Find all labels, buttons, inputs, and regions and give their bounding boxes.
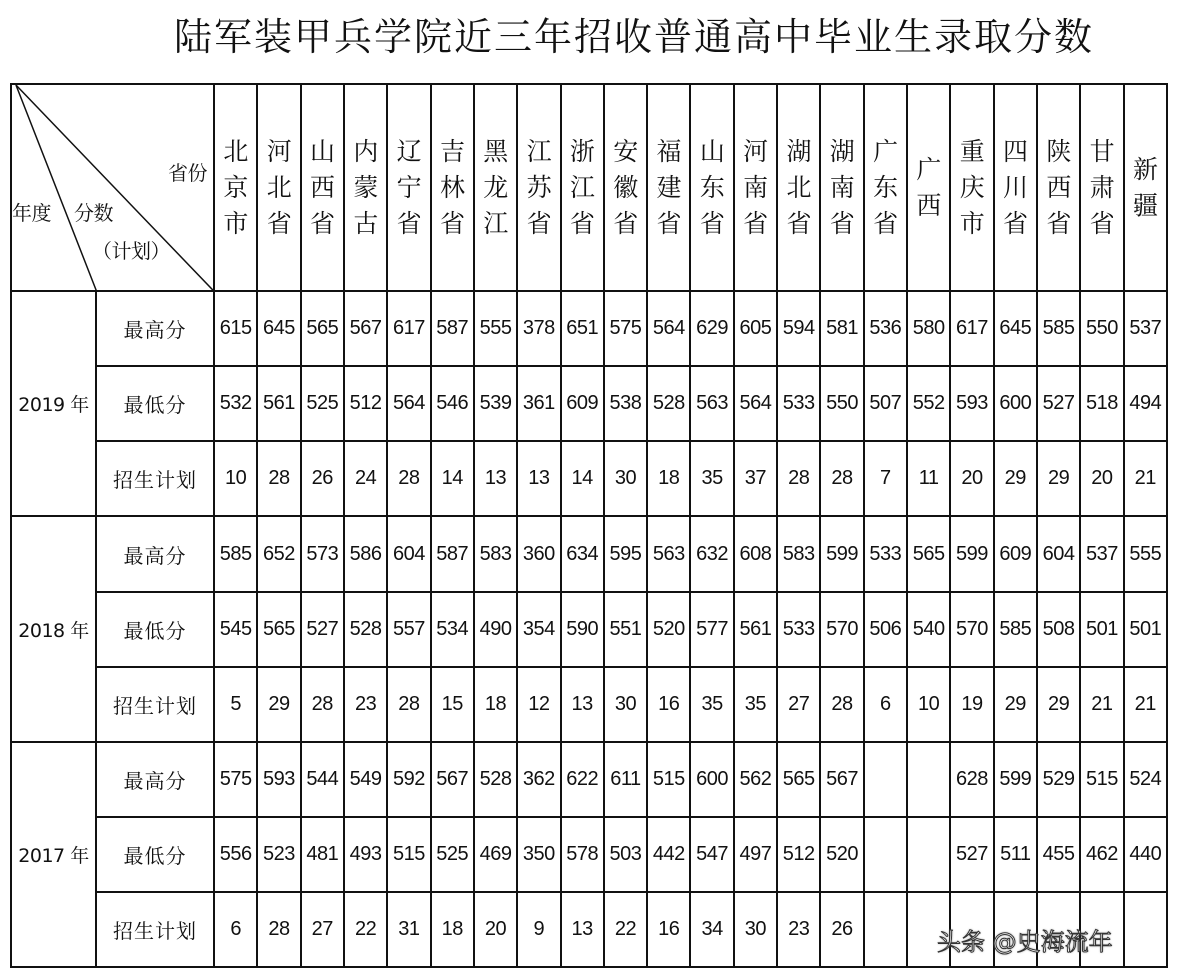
value-cell: 35 (690, 441, 733, 516)
value-cell: 34 (690, 892, 733, 967)
table-row (11, 441, 1167, 516)
row-label: 最高分 (96, 291, 214, 366)
value-cell: 9 (517, 892, 560, 967)
province-header-cell (214, 84, 257, 291)
value-cell: 16 (647, 892, 690, 967)
value-cell: 547 (690, 817, 733, 892)
row-label: 招生计划 (96, 667, 214, 742)
value-cell: 12 (517, 667, 560, 742)
value-cell: 563 (690, 366, 733, 441)
value-cell: 28 (301, 667, 344, 742)
table-row (11, 742, 1167, 817)
province-name: 北京市 (223, 137, 248, 238)
value-cell: 583 (474, 516, 517, 591)
value-cell: 577 (690, 592, 733, 667)
value-cell: 501 (1124, 592, 1167, 667)
province-name: 陕西省 (1046, 137, 1071, 238)
value-cell: 527 (1037, 366, 1080, 441)
province-name: 辽宁省 (396, 137, 422, 238)
value-cell (907, 817, 950, 892)
province-name: 江苏省 (526, 137, 552, 238)
value-cell: 594 (777, 291, 820, 366)
value-cell: 28 (257, 441, 300, 516)
value-cell: 18 (647, 441, 690, 516)
province-header-cell (647, 84, 690, 291)
value-cell: 455 (1037, 817, 1080, 892)
value-cell: 628 (950, 742, 993, 817)
watermark: 头条 @史海流年 (937, 928, 1113, 956)
province-name: 湖北省 (786, 137, 811, 238)
province-name: 河北省 (266, 137, 292, 238)
value-cell: 23 (344, 667, 387, 742)
table-row (11, 366, 1167, 441)
value-cell: 28 (257, 892, 300, 967)
value-cell: 362 (517, 742, 560, 817)
value-cell: 10 (214, 441, 257, 516)
value-cell: 536 (864, 291, 907, 366)
value-cell: 585 (994, 592, 1037, 667)
value-cell: 651 (561, 291, 604, 366)
value-cell: 518 (1080, 366, 1123, 441)
province-name: 广西 (916, 155, 941, 220)
value-cell: 593 (950, 366, 993, 441)
province-header-cell (1124, 84, 1167, 291)
value-cell: 528 (344, 592, 387, 667)
value-cell: 20 (1080, 441, 1123, 516)
province-header-cell (604, 84, 647, 291)
value-cell: 5 (214, 667, 257, 742)
value-cell: 481 (301, 817, 344, 892)
value-cell: 30 (734, 892, 777, 967)
value-cell: 561 (734, 592, 777, 667)
row-label: 最低分 (96, 817, 214, 892)
row-label: 招生计划 (96, 441, 214, 516)
value-cell: 562 (734, 742, 777, 817)
value-cell: 634 (561, 516, 604, 591)
value-cell: 525 (301, 366, 344, 441)
value-cell: 527 (301, 592, 344, 667)
value-cell (1124, 892, 1167, 967)
corner-score-label: 分数 (74, 203, 113, 225)
province-name: 浙江省 (569, 137, 595, 238)
value-cell: 35 (690, 667, 733, 742)
value-cell: 15 (431, 667, 474, 742)
value-cell: 583 (777, 516, 820, 591)
value-cell: 557 (387, 592, 430, 667)
value-cell: 604 (387, 516, 430, 591)
value-cell: 565 (777, 742, 820, 817)
province-name: 重庆市 (959, 137, 985, 238)
value-cell: 361 (517, 366, 560, 441)
value-cell: 37 (734, 441, 777, 516)
value-cell: 506 (864, 592, 907, 667)
value-cell: 605 (734, 291, 777, 366)
value-cell: 503 (604, 817, 647, 892)
value-cell: 546 (431, 366, 474, 441)
value-cell: 629 (690, 291, 733, 366)
value-cell: 13 (561, 892, 604, 967)
value-cell: 21 (1080, 667, 1123, 742)
value-cell: 35 (734, 667, 777, 742)
corner-province-label: 省份 (168, 163, 207, 185)
table-row (11, 516, 1167, 591)
province-header-cell (474, 84, 517, 291)
year-cell: 2019 年 (11, 291, 96, 516)
value-cell: 538 (604, 366, 647, 441)
value-cell: 6 (214, 892, 257, 967)
province-name: 新疆 (1133, 155, 1158, 220)
value-cell: 545 (214, 592, 257, 667)
province-header-cell (561, 84, 604, 291)
province-name: 吉林省 (439, 137, 465, 238)
value-cell: 494 (1124, 366, 1167, 441)
province-header-cell (864, 84, 907, 291)
corner-header-cell (11, 84, 214, 291)
value-cell: 24 (344, 441, 387, 516)
value-cell: 10 (907, 667, 950, 742)
province-name: 山东省 (699, 137, 725, 238)
value-cell: 28 (387, 667, 430, 742)
value-cell: 19 (950, 667, 993, 742)
value-cell: 539 (474, 366, 517, 441)
province-header-cell (690, 84, 733, 291)
table-row (11, 291, 1167, 366)
value-cell: 534 (431, 592, 474, 667)
value-cell: 18 (474, 667, 517, 742)
value-cell: 617 (950, 291, 993, 366)
province-name: 山西省 (310, 137, 335, 238)
value-cell: 611 (604, 742, 647, 817)
value-cell: 378 (517, 291, 560, 366)
value-cell: 22 (604, 892, 647, 967)
value-cell: 529 (1037, 742, 1080, 817)
value-cell: 593 (257, 742, 300, 817)
province-name: 广东省 (873, 137, 898, 238)
value-cell: 525 (431, 817, 474, 892)
value-cell: 587 (431, 291, 474, 366)
value-cell: 564 (647, 291, 690, 366)
value-cell: 565 (301, 291, 344, 366)
value-cell (864, 742, 907, 817)
value-cell: 442 (647, 817, 690, 892)
value-cell: 26 (820, 892, 863, 967)
province-name: 湖南省 (829, 137, 855, 238)
value-cell: 609 (561, 366, 604, 441)
value-cell: 350 (517, 817, 560, 892)
header-row (11, 84, 1167, 291)
value-cell: 549 (344, 742, 387, 817)
value-cell: 30 (604, 441, 647, 516)
value-cell: 632 (690, 516, 733, 591)
value-cell: 609 (994, 516, 1037, 591)
value-cell: 550 (1080, 291, 1123, 366)
value-cell: 599 (994, 742, 1037, 817)
value-cell: 563 (647, 516, 690, 591)
value-cell: 523 (257, 817, 300, 892)
value-cell: 7 (864, 441, 907, 516)
value-cell: 565 (907, 516, 950, 591)
value-cell: 512 (777, 817, 820, 892)
value-cell: 645 (994, 291, 1037, 366)
row-label: 最低分 (96, 592, 214, 667)
value-cell: 13 (561, 667, 604, 742)
value-cell: 575 (604, 291, 647, 366)
value-cell: 507 (864, 366, 907, 441)
value-cell: 580 (907, 291, 950, 366)
province-header-cell (734, 84, 777, 291)
value-cell: 555 (474, 291, 517, 366)
value-cell: 575 (214, 742, 257, 817)
province-header-cell (1080, 84, 1123, 291)
value-cell: 652 (257, 516, 300, 591)
province-header-cell (257, 84, 300, 291)
value-cell: 462 (1080, 817, 1123, 892)
value-cell: 20 (950, 441, 993, 516)
province-name: 安徽省 (613, 137, 638, 238)
value-cell: 615 (214, 291, 257, 366)
value-cell: 567 (820, 742, 863, 817)
province-header-cell (517, 84, 560, 291)
province-name: 河南省 (743, 137, 768, 238)
value-cell: 565 (257, 592, 300, 667)
province-header-cell (431, 84, 474, 291)
value-cell: 14 (561, 441, 604, 516)
value-cell: 23 (777, 892, 820, 967)
value-cell: 26 (301, 441, 344, 516)
value-cell: 570 (950, 592, 993, 667)
value-cell: 16 (647, 667, 690, 742)
value-cell: 528 (474, 742, 517, 817)
value-cell: 30 (604, 667, 647, 742)
value-cell: 527 (950, 817, 993, 892)
value-cell: 440 (1124, 817, 1167, 892)
value-cell: 561 (257, 366, 300, 441)
province-name: 四川省 (1003, 137, 1028, 238)
value-cell: 564 (387, 366, 430, 441)
value-cell: 524 (1124, 742, 1167, 817)
value-cell: 533 (777, 592, 820, 667)
value-cell: 622 (561, 742, 604, 817)
value-cell: 533 (864, 516, 907, 591)
province-header-cell (777, 84, 820, 291)
province-header-cell (820, 84, 863, 291)
value-cell: 515 (1080, 742, 1123, 817)
value-cell: 29 (257, 667, 300, 742)
corner-year-label: 年度 (12, 203, 51, 225)
table-row (11, 592, 1167, 667)
year-cell: 2017 年 (11, 742, 96, 967)
value-cell: 515 (647, 742, 690, 817)
value-cell: 585 (1037, 291, 1080, 366)
value-cell: 551 (604, 592, 647, 667)
value-cell: 567 (431, 742, 474, 817)
value-cell: 590 (561, 592, 604, 667)
table-row (11, 667, 1167, 742)
value-cell: 493 (344, 817, 387, 892)
value-cell: 552 (907, 366, 950, 441)
value-cell: 528 (647, 366, 690, 441)
year-cell: 2018 年 (11, 516, 96, 741)
province-header-cell (994, 84, 1037, 291)
value-cell: 354 (517, 592, 560, 667)
province-name: 福建省 (656, 137, 682, 238)
row-label: 招生计划 (96, 892, 214, 967)
value-cell: 604 (1037, 516, 1080, 591)
value-cell: 29 (1037, 441, 1080, 516)
value-cell: 29 (994, 441, 1037, 516)
admission-score-table (10, 83, 1168, 968)
province-header-cell (907, 84, 950, 291)
value-cell: 585 (214, 516, 257, 591)
value-cell: 29 (1037, 667, 1080, 742)
province-header-cell (1037, 84, 1080, 291)
row-label: 最低分 (96, 366, 214, 441)
value-cell: 555 (1124, 516, 1167, 591)
value-cell: 28 (387, 441, 430, 516)
value-cell: 645 (257, 291, 300, 366)
value-cell: 567 (344, 291, 387, 366)
value-cell: 592 (387, 742, 430, 817)
value-cell: 18 (431, 892, 474, 967)
value-cell: 28 (820, 667, 863, 742)
page-title: 陆军装甲兵学院近三年招收普通高中毕业生录取分数 (173, 15, 1094, 59)
table-row (11, 817, 1167, 892)
value-cell: 20 (474, 892, 517, 967)
value-cell (907, 742, 950, 817)
value-cell: 515 (387, 817, 430, 892)
value-cell: 578 (561, 817, 604, 892)
value-cell: 21 (1124, 667, 1167, 742)
value-cell: 28 (820, 441, 863, 516)
value-cell: 28 (777, 441, 820, 516)
value-cell (864, 892, 907, 967)
value-cell: 537 (1080, 516, 1123, 591)
value-cell: 512 (344, 366, 387, 441)
value-cell: 22 (344, 892, 387, 967)
value-cell: 21 (1124, 441, 1167, 516)
value-cell: 617 (387, 291, 430, 366)
value-cell: 520 (647, 592, 690, 667)
value-cell: 564 (734, 366, 777, 441)
value-cell: 31 (387, 892, 430, 967)
value-cell: 600 (994, 366, 1037, 441)
value-cell: 469 (474, 817, 517, 892)
value-cell: 14 (431, 441, 474, 516)
value-cell: 501 (1080, 592, 1123, 667)
row-label: 最高分 (96, 742, 214, 817)
value-cell: 508 (1037, 592, 1080, 667)
value-cell: 533 (777, 366, 820, 441)
province-name: 内蒙古 (353, 137, 378, 238)
value-cell: 27 (777, 667, 820, 742)
value-cell: 520 (820, 817, 863, 892)
value-cell: 497 (734, 817, 777, 892)
row-label: 最高分 (96, 516, 214, 591)
value-cell: 544 (301, 742, 344, 817)
province-header-cell (344, 84, 387, 291)
province-header-cell (950, 84, 993, 291)
value-cell: 587 (431, 516, 474, 591)
value-cell: 550 (820, 366, 863, 441)
value-cell: 556 (214, 817, 257, 892)
value-cell: 573 (301, 516, 344, 591)
value-cell: 586 (344, 516, 387, 591)
province-name: 甘肃省 (1089, 137, 1115, 238)
value-cell: 11 (907, 441, 950, 516)
value-cell: 570 (820, 592, 863, 667)
value-cell: 13 (474, 441, 517, 516)
value-cell: 599 (820, 516, 863, 591)
value-cell: 540 (907, 592, 950, 667)
value-cell: 27 (301, 892, 344, 967)
value-cell: 29 (994, 667, 1037, 742)
corner-plan-label: （计划） (92, 241, 170, 263)
value-cell: 537 (1124, 291, 1167, 366)
province-name: 黑龙江 (483, 137, 508, 238)
value-cell: 600 (690, 742, 733, 817)
value-cell: 581 (820, 291, 863, 366)
value-cell: 608 (734, 516, 777, 591)
value-cell: 511 (994, 817, 1037, 892)
value-cell (864, 817, 907, 892)
value-cell: 595 (604, 516, 647, 591)
value-cell: 599 (950, 516, 993, 591)
province-header-cell (301, 84, 344, 291)
value-cell: 13 (517, 441, 560, 516)
value-cell: 6 (864, 667, 907, 742)
value-cell: 532 (214, 366, 257, 441)
province-header-cell (387, 84, 430, 291)
value-cell: 360 (517, 516, 560, 591)
value-cell: 490 (474, 592, 517, 667)
